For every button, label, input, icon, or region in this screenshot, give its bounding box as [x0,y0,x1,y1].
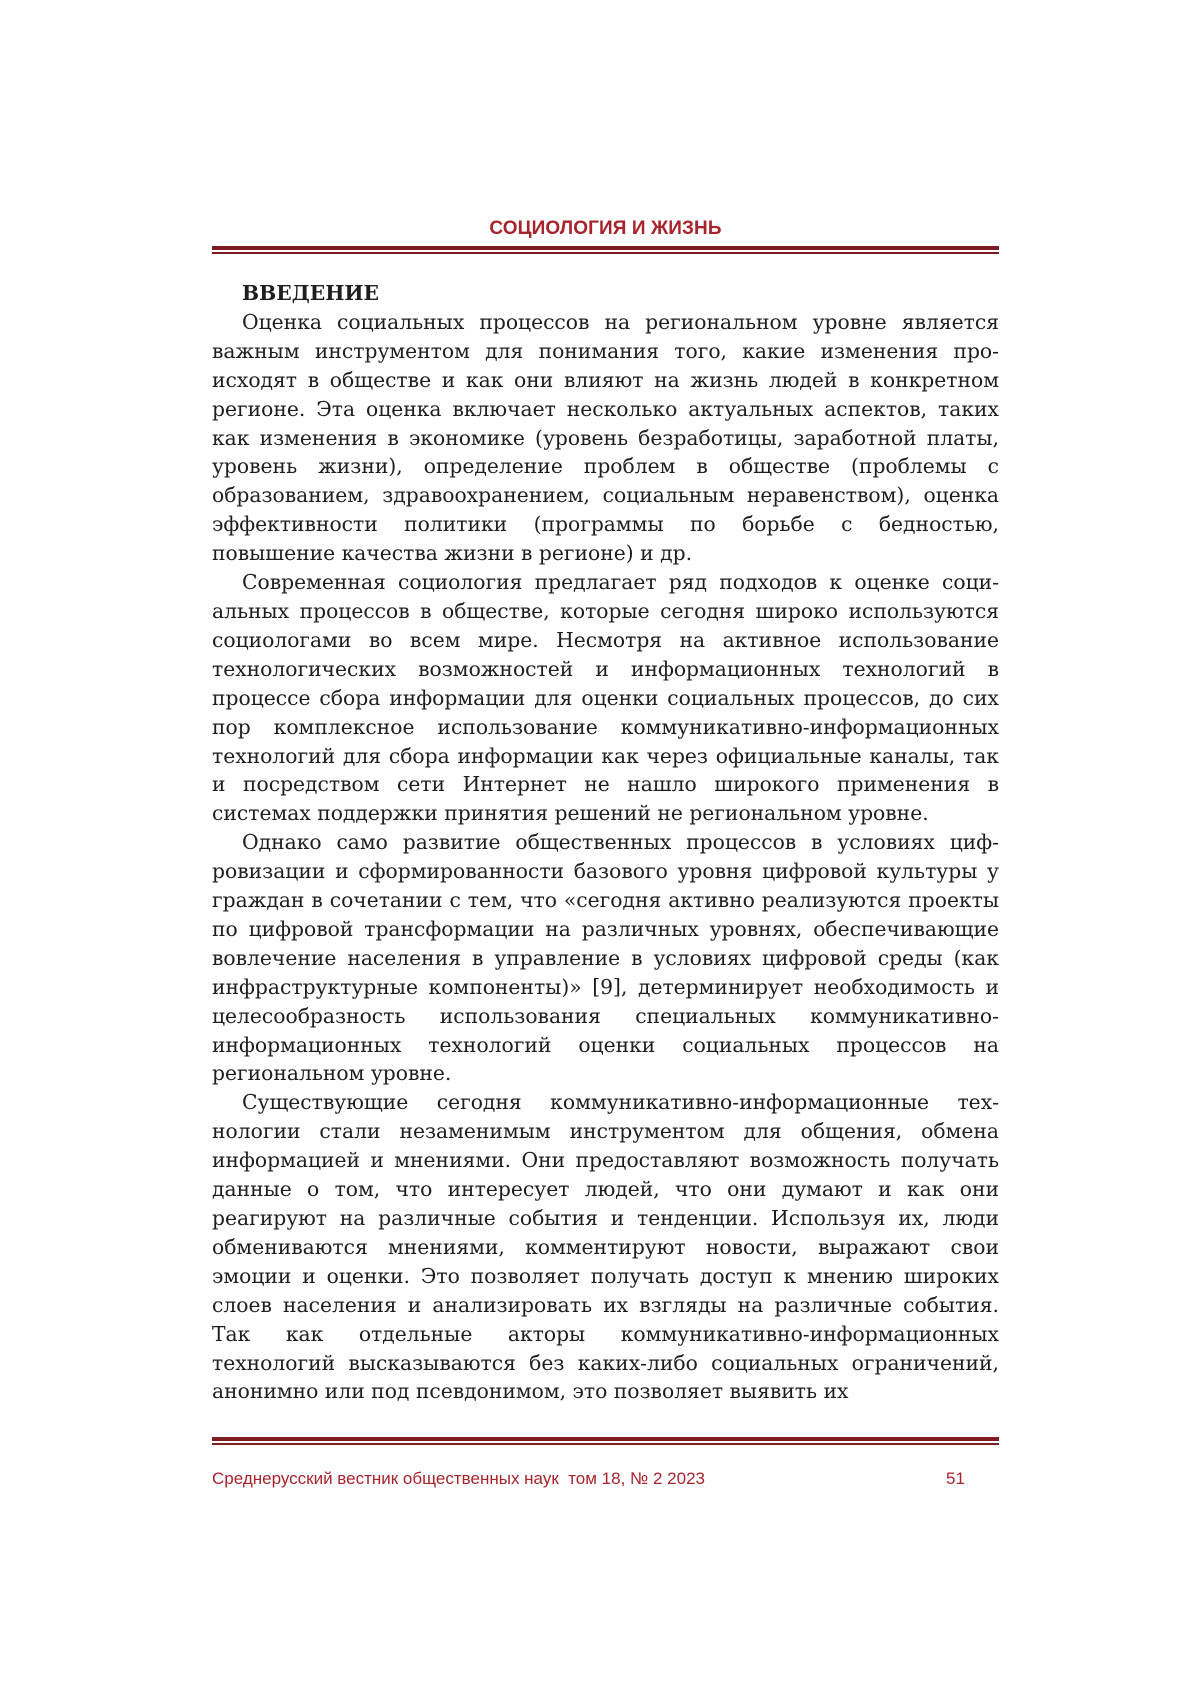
journal-citation: Среднерусский вестник общественных наук том 18, № 2 2023 [212,1469,705,1488]
section-heading: ВВЕДЕНИЕ [242,281,380,305]
footer-divider-thin [212,1443,999,1445]
footer-divider [212,1437,999,1445]
page-number: 51 [946,1469,965,1488]
header-divider [212,246,999,254]
paragraph-2: Современная социология предлагает ряд подходов к оценке социальных процессов в обществе, которые сегодня широко используются социологами во всем мире. Несмотря на активное использование технологических возможностей и информационных технологий в процессе сбора информации для оценки социальных процессов, до сих пор комплексное использование коммуникативно-информационных технологий для сбора информации как через официальные каналы, так и посредством сети Интернет не нашло широкого применения в системах поддержки принятия решений не региональном уровне. [212,570,999,826]
article-body [212,279,999,1406]
paragraph-1: Оценка социальных процессов на региональном уровне является важным инструментом для понимания того, какие изменения происходят в обществе и как они влияют на жизнь людей в конкретном регионе. Эта оценка включает несколько актуальных аспектов, таких как изменения в экономике (уровень безработицы, заработной платы, уровень жизни), определение проблем в обществе (проблемы с образованием, здравоохранением, социальным неравенством), оценка эффективности политики (программы по борьбе с бедностью, повышение качества жизни в регионе) и др. [212,309,999,566]
header-divider-thin [212,252,999,254]
running-header-title: СОЦИОЛОГИЯ И ЖИЗНЬ [489,218,722,239]
paragraph-4: Существующие сегодня коммуникативно-информационные технологии стали незаменимым инструментом для общения, обмена информацией и мнениями. Они предоставляют возможность получать данные о том, что интересует людей, что они думают и как они реагируют на различные события и тенденции. Используя их, люди обмениваются мнениями, комментируют новости, выражают свои эмоции и оценки. Это позволяет получать доступ к мнению широких слоев населения и анализировать их взгляды на различные события. Так как отдельные акторы коммуникативно-информационных технологий высказываются без каких-либо социальных ограничений, анонимно или под псевдонимом, это позволяет выявить их [212,1090,999,1404]
paragraph-3: Однако само развитие общественных процессов в условиях цифровизации и сформированности базового уровня цифровой культуры у граждан в сочетании с тем, что «сегодня активно реализуются проекты по цифровой трансформации на различных уровнях, обеспечивающие вовлечение населения в управление в условиях цифровой среды (как инфраструктурные компоненты)» [9], детерминирует необходимость и целесообразность использования специальных коммуникативно-информационных технологий оценки социальных процессов на региональном уровне. [212,830,999,1086]
